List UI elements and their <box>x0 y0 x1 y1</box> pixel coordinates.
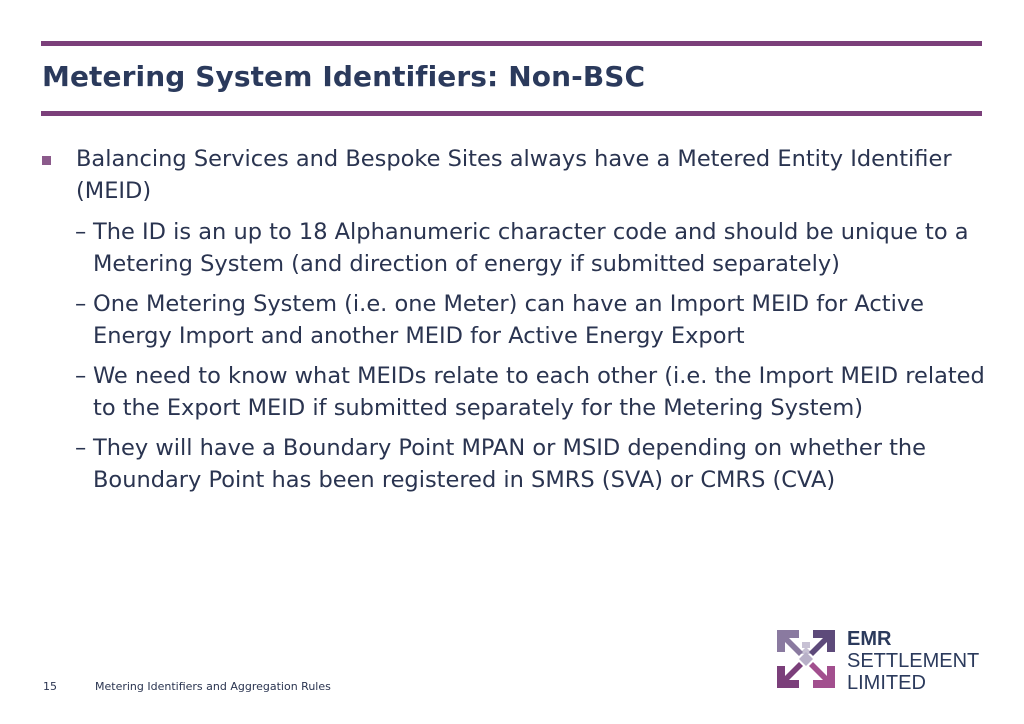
dash-bullet-icon: – <box>75 291 87 317</box>
company-logo <box>775 628 985 692</box>
sub-bullet-text: They will have a Boundary Point MPAN or MSID depending on whether the Boundary Point has been registered in SMRS (SVA) or CMRS (CVA) <box>93 435 927 493</box>
sub-bullet-text: The ID is an up to 18 Alphanumeric character code and should be unique to a Metering System (and direction of energy if submitted separately) <box>93 219 969 277</box>
header-rule-bottom <box>41 111 982 116</box>
sub-bullet-item <box>75 360 987 424</box>
logo-text <box>847 628 979 694</box>
sub-bullet-item <box>75 216 987 280</box>
header-rule-top <box>41 41 982 46</box>
slide-title: Metering System Identifiers: Non-BSC <box>42 60 646 93</box>
dash-bullet-icon: – <box>75 219 87 245</box>
bullet-item <box>42 143 987 207</box>
slide-content <box>42 143 987 504</box>
footer-title: Metering Identifiers and Aggregation Rules <box>95 680 331 693</box>
logo-line-limited: LIMITED <box>847 672 926 694</box>
page-number: 15 <box>43 680 57 693</box>
dash-bullet-icon: – <box>75 363 87 389</box>
bullet-text: Balancing Services and Bespoke Sites always have a Metered Entity Identifier (MEID) <box>76 146 952 204</box>
logo-line-emr: EMR <box>847 628 892 650</box>
square-bullet-icon <box>42 156 51 165</box>
logo-line-settlement: SETTLEMENT <box>847 650 980 672</box>
sub-bullet-list <box>42 216 987 496</box>
sub-bullet-item <box>75 288 987 352</box>
sub-bullet-item <box>75 432 987 496</box>
dash-bullet-icon: – <box>75 435 87 461</box>
sub-bullet-text: We need to know what MEIDs relate to each other (i.e. the Import MEID related to the Export MEID if submitted separately for the Metering System) <box>93 363 985 421</box>
emr-cross-arrows-icon <box>775 628 837 690</box>
sub-bullet-text: One Metering System (i.e. one Meter) can have an Import MEID for Active Energy Import and another MEID for Active Energy Export <box>93 291 924 349</box>
